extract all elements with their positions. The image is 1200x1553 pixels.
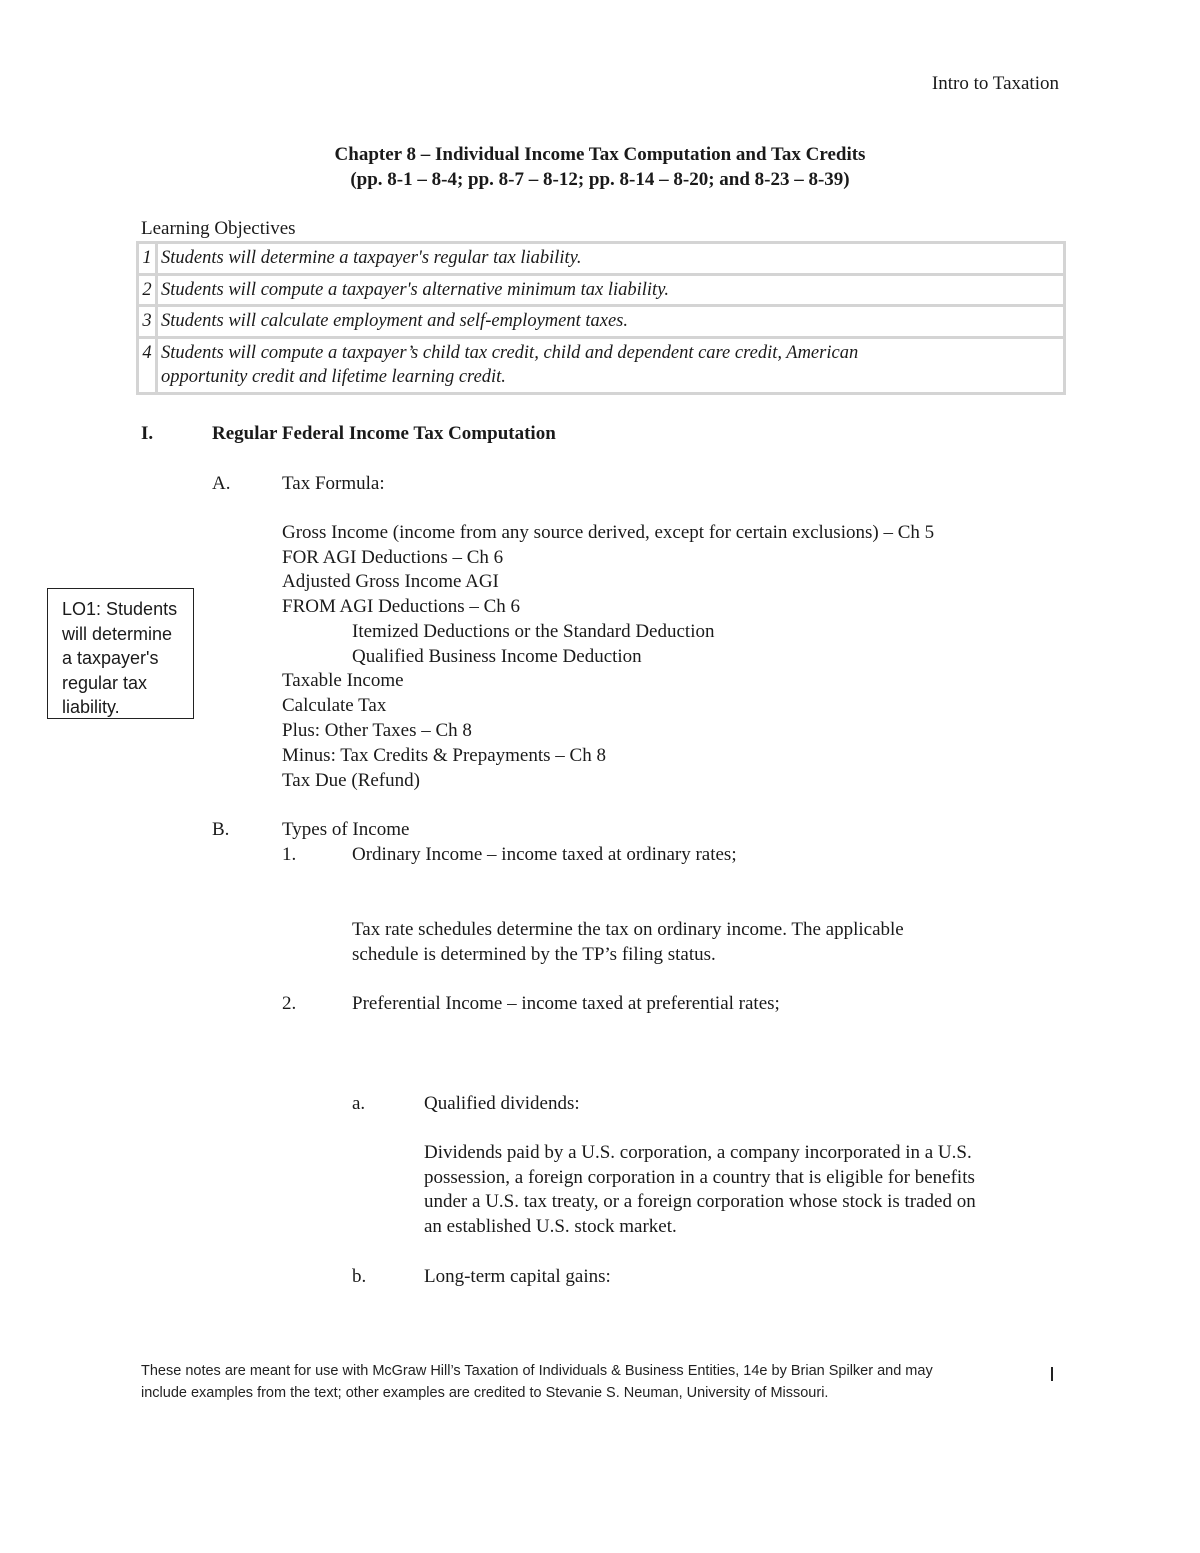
callout-line: liability. bbox=[62, 697, 120, 718]
item-number: 1. bbox=[282, 844, 297, 865]
lo1-callout-box bbox=[47, 588, 194, 719]
objective-number: 4 bbox=[138, 337, 157, 393]
table-row bbox=[138, 243, 1065, 275]
learning-objectives-heading: Learning Objectives bbox=[141, 218, 296, 239]
item-text: Preferential Income – income taxed at preferential rates; bbox=[352, 993, 780, 1014]
chapter-pages-line: (pp. 8-1 – 8-4; pp. 8-7 – 8-12; pp. 8-14 – 8-20; and 8-23 – 8-39) bbox=[350, 169, 850, 190]
page-number-mark bbox=[1051, 1367, 1053, 1381]
objective-text: Students will determine a taxpayer's regular tax liability. bbox=[157, 243, 1065, 275]
paragraph-line: Tax rate schedules determine the tax on ordinary income. The applicable bbox=[352, 919, 904, 940]
formula-line: Adjusted Gross Income AGI bbox=[282, 571, 499, 592]
objective-text-line: Students will compute a taxpayer’s child tax credit, child and dependent care credit, American bbox=[161, 342, 859, 363]
subitem-letter: b. bbox=[352, 1266, 367, 1287]
subsection-letter: A. bbox=[212, 473, 231, 494]
paragraph-line: an established U.S. stock market. bbox=[424, 1216, 677, 1237]
running-header: Intro to Taxation bbox=[931, 73, 1059, 94]
objective-text: Students will calculate employment and self-employment taxes. bbox=[157, 306, 1065, 338]
footer-line: These notes are meant for use with McGraw Hill’s Taxation of Individuals & Business Entities, 14e by Brian Spilker and may bbox=[141, 1363, 933, 1379]
footer-line: include examples from the text; other examples are credited to Stevanie S. Neuman, University of Missouri. bbox=[141, 1385, 829, 1401]
paragraph-line: under a U.S. tax treaty, or a foreign corporation whose stock is traded on bbox=[424, 1191, 976, 1212]
subsection-letter: B. bbox=[212, 819, 230, 840]
chapter-title-line: Chapter 8 – Individual Income Tax Computation and Tax Credits bbox=[334, 144, 866, 165]
paragraph-line: Dividends paid by a U.S. corporation, a company incorporated in a U.S. bbox=[424, 1142, 972, 1163]
section-number: I. bbox=[141, 423, 154, 444]
table-row bbox=[138, 306, 1065, 338]
callout-line: LO1: Students bbox=[62, 599, 178, 619]
objective-text-line: opportunity credit and lifetime learning credit. bbox=[161, 367, 506, 387]
formula-line: FROM AGI Deductions – Ch 6 bbox=[282, 596, 521, 617]
subitem-letter: a. bbox=[352, 1093, 366, 1114]
callout-line: a taxpayer's bbox=[62, 648, 159, 669]
objective-text: Students will compute a taxpayer's alternative minimum tax liability. bbox=[157, 274, 1065, 306]
page-footer bbox=[141, 1360, 1041, 1404]
subsection-title: Types of Income bbox=[282, 819, 410, 840]
section-title: Regular Federal Income Tax Computation bbox=[212, 423, 556, 444]
formula-line: FOR AGI Deductions – Ch 6 bbox=[282, 547, 504, 568]
callout-line: will determine bbox=[62, 623, 173, 644]
formula-line: Itemized Deductions or the Standard Deduction bbox=[352, 621, 715, 642]
table-row bbox=[138, 337, 1065, 393]
table-row bbox=[138, 274, 1065, 306]
callout-line: regular tax bbox=[62, 672, 148, 693]
objective-text bbox=[157, 337, 1065, 393]
objective-number: 3 bbox=[138, 306, 157, 338]
objective-number: 1 bbox=[138, 243, 157, 275]
formula-line: Plus: Other Taxes – Ch 8 bbox=[282, 720, 472, 741]
subitem-title: Long-term capital gains: bbox=[424, 1266, 611, 1287]
formula-line: Taxable Income bbox=[282, 670, 404, 691]
formula-line: Minus: Tax Credits & Prepayments – Ch 8 bbox=[282, 745, 606, 766]
item-number: 2. bbox=[282, 993, 297, 1014]
paragraph-line: schedule is determined by the TP’s filing status. bbox=[352, 944, 716, 965]
subsection-title: Tax Formula: bbox=[282, 473, 385, 494]
formula-line: Tax Due (Refund) bbox=[282, 770, 420, 791]
item-text: Ordinary Income – income taxed at ordinary rates; bbox=[352, 844, 737, 865]
learning-objectives-table bbox=[136, 241, 1066, 395]
chapter-title bbox=[0, 142, 1200, 192]
formula-line: Gross Income (income from any source derived, except for certain exclusions) – Ch 5 bbox=[282, 522, 935, 543]
formula-line: Qualified Business Income Deduction bbox=[352, 646, 642, 667]
formula-line: Calculate Tax bbox=[282, 695, 387, 716]
objective-number: 2 bbox=[138, 274, 157, 306]
paragraph-line: possession, a foreign corporation in a country that is eligible for benefits bbox=[424, 1167, 975, 1188]
subitem-title: Qualified dividends: bbox=[424, 1093, 580, 1114]
